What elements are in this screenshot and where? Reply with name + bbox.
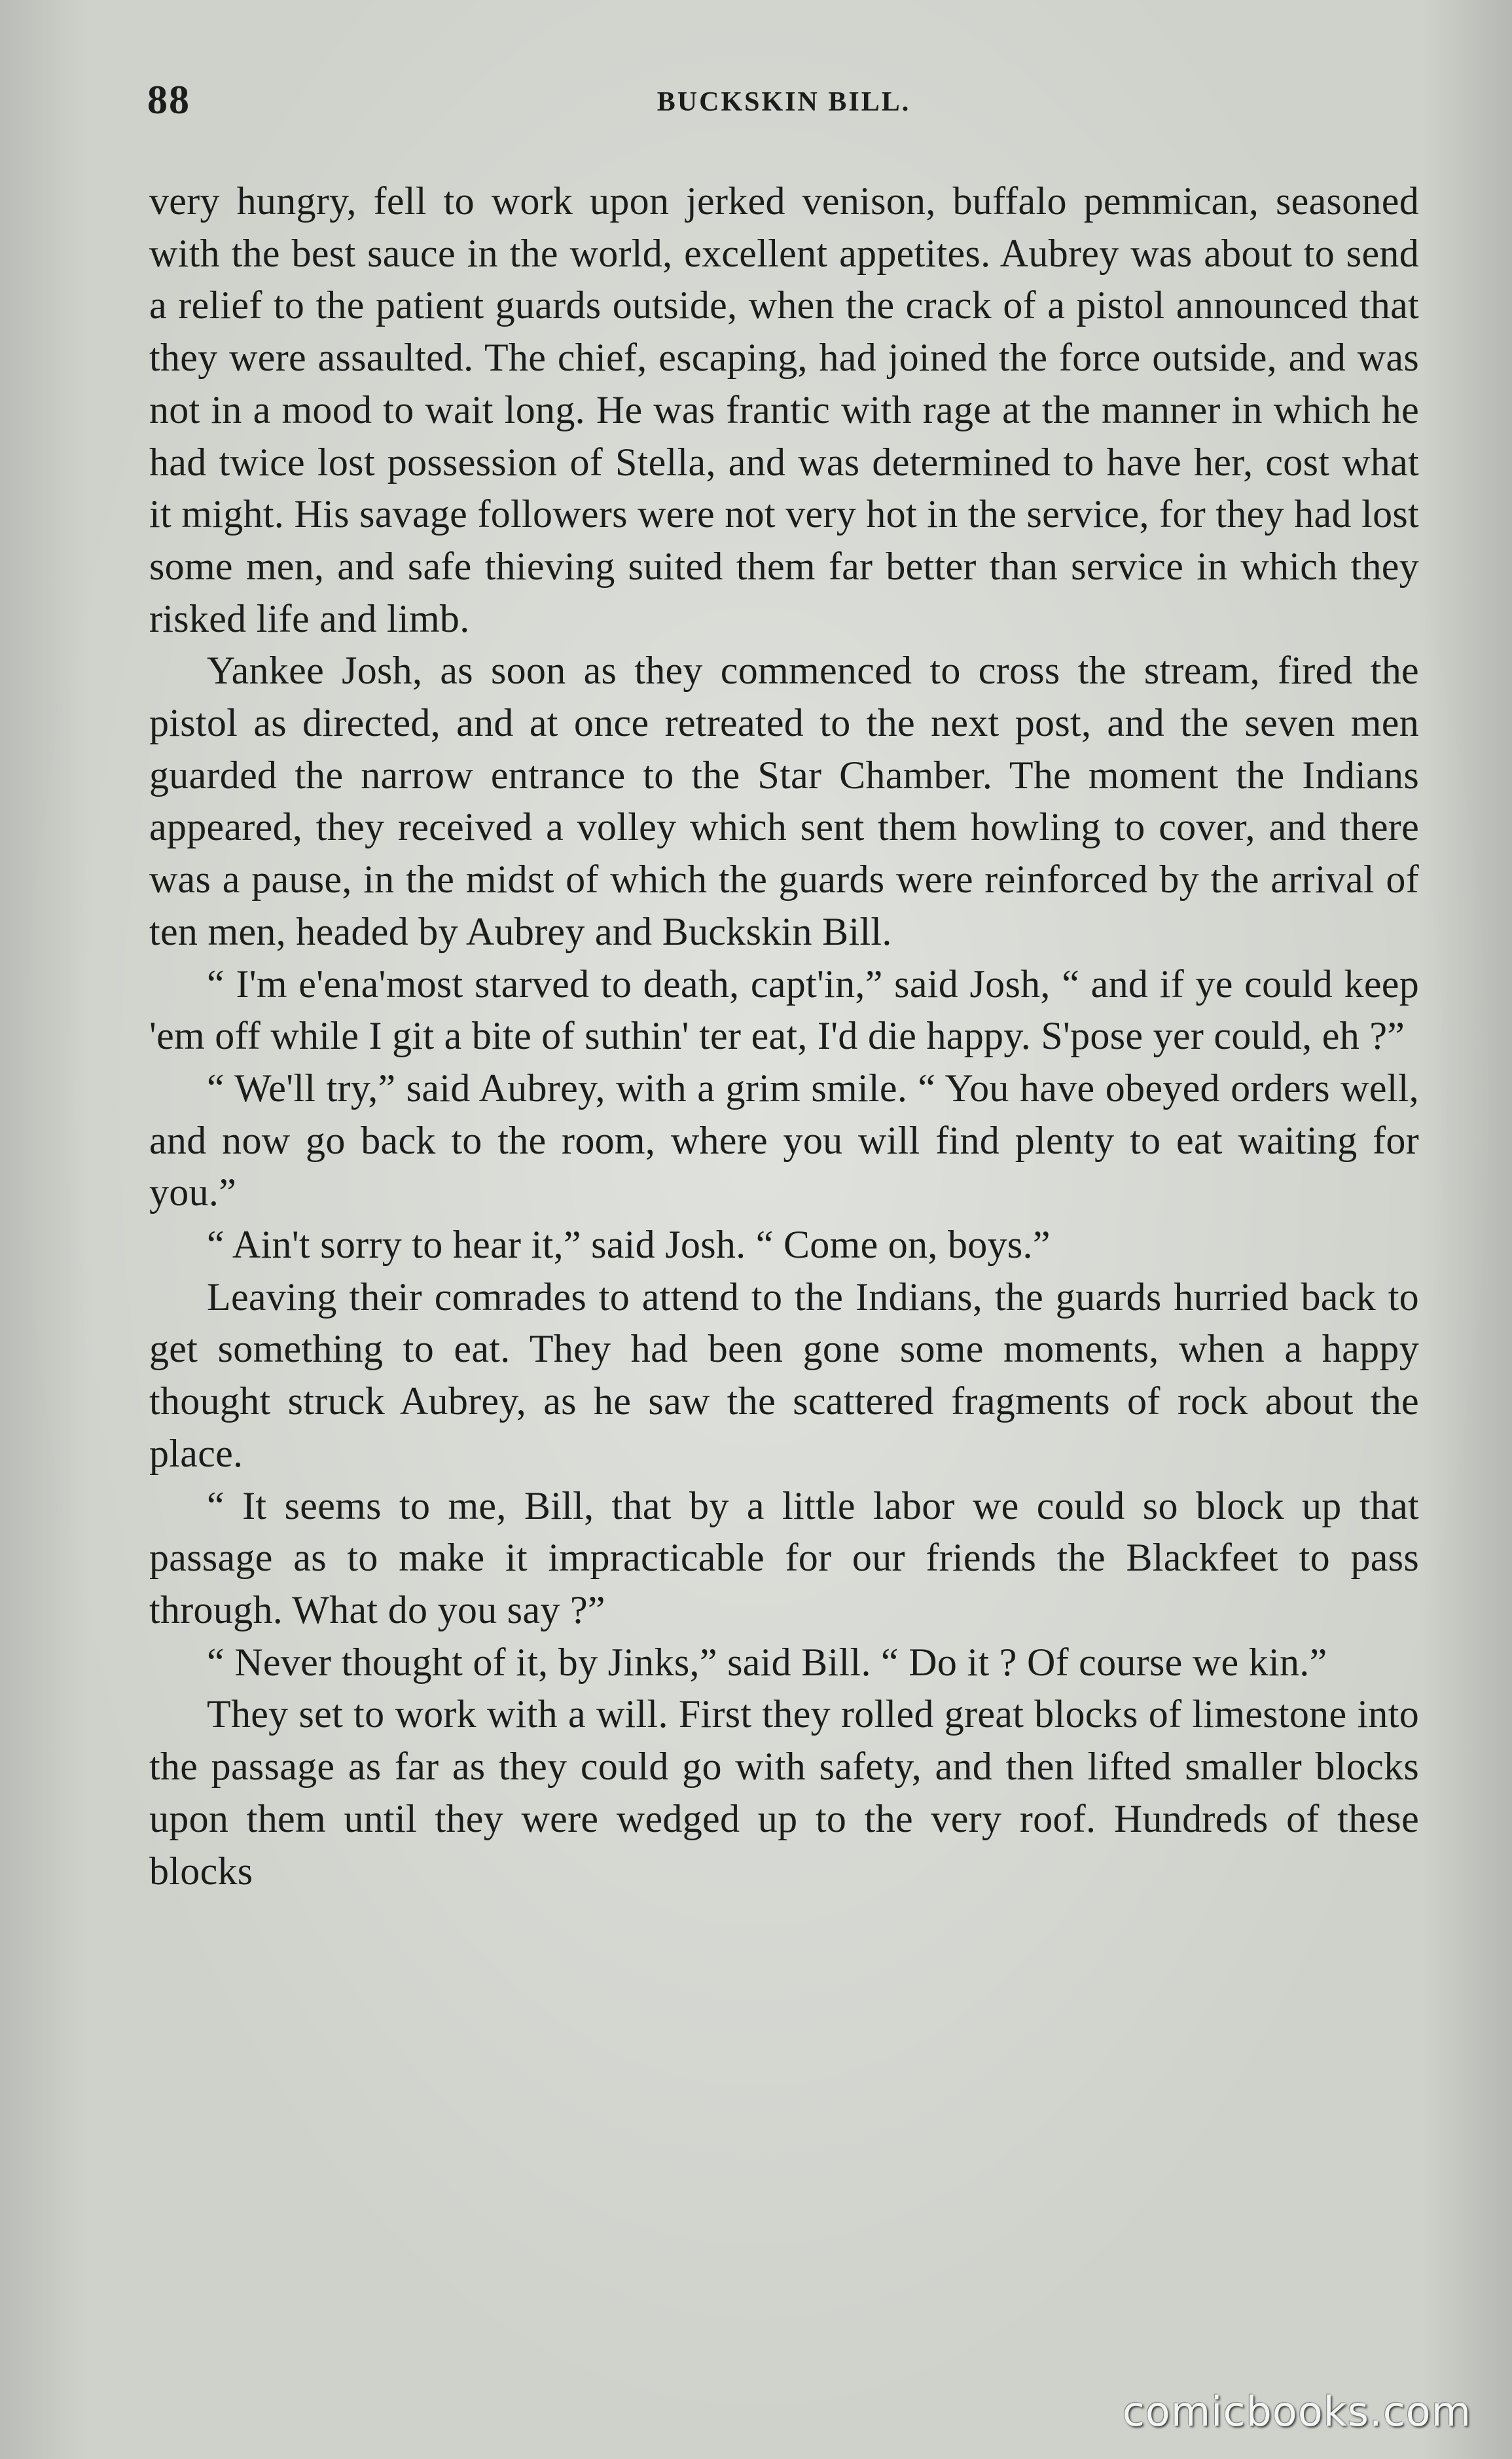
watermark: comicbooks.com xyxy=(1122,2388,1471,2435)
running-head xyxy=(147,77,1420,136)
paragraph: “ Never thought of it, by Jinks,” said Bill. “ Do it ? Of course we kin.” xyxy=(207,1640,1327,1684)
body-text xyxy=(149,175,1419,1897)
paragraph: Yankee Josh, as soon as they commenced to cross the stream, fired the pistol as directed, and at once retreated to the next post, and the seven men guarded the narrow entrance to the Star Chamber. The moment the Indians appeared, they received a volley which sent them howling to cover, and there was a pause, in the midst of which the guards were reinforced by the arrival of ten men, headed by Aubrey and Buckskin Bill. xyxy=(149,649,1419,953)
paragraph: “ Ain't sorry to hear it,” said Josh. “ Come on, boys.” xyxy=(207,1223,1051,1267)
paragraph: very hungry, fell to work upon jerked venison, buffalo pemmican, seasoned with the best sauce in the world, excellent appetites. Aubrey was about to send a relief to the patient guards outside, when the crack of a pistol announced that they were assaulted. The chief, escaping, had joined the force outside, and was not in a mood to wait long. He was frantic with rage at the manner in which he had twice lost possession of Stella, and was determined to have her, cost what it might. His savage followers were not very hot in the service, for they had lost some men, and safe thieving suited them far better than service in which they risked life and limb. xyxy=(149,179,1419,640)
paragraph: “ I'm e'ena'most starved to death, capt'in,” said Josh, “ and if ye could keep 'em off while I git a bite of suthin' ter eat, I'd die happy. S'pose yer could, eh ?” xyxy=(149,962,1419,1058)
paragraph: Leaving their comrades to attend to the Indians, the guards hurried back to get something to eat. They had been gone some moments, when a happy thought struck Aubrey, as he saw the scattered fragments of rock about the place. xyxy=(149,1275,1419,1475)
running-title: BUCKSKIN BILL. xyxy=(657,87,911,117)
page-number: 88 xyxy=(147,78,190,122)
paragraph: They set to work with a will. First they rolled great blocks of limestone into the passage as far as they could go with safety, and then lifted smaller blocks upon them until they were wedged up to the very roof. Hundreds of these blocks xyxy=(149,1692,1419,1893)
paragraph: “ We'll try,” said Aubrey, with a grim smile. “ You have obeyed orders well, and now go back to the room, where you will find plenty to eat waiting for you.” xyxy=(149,1066,1419,1214)
paragraph: “ It seems to me, Bill, that by a little labor we could so block up that passage as to make it impracticable for our friends the Blackfeet to pass through. What do you say ?” xyxy=(149,1484,1419,1631)
